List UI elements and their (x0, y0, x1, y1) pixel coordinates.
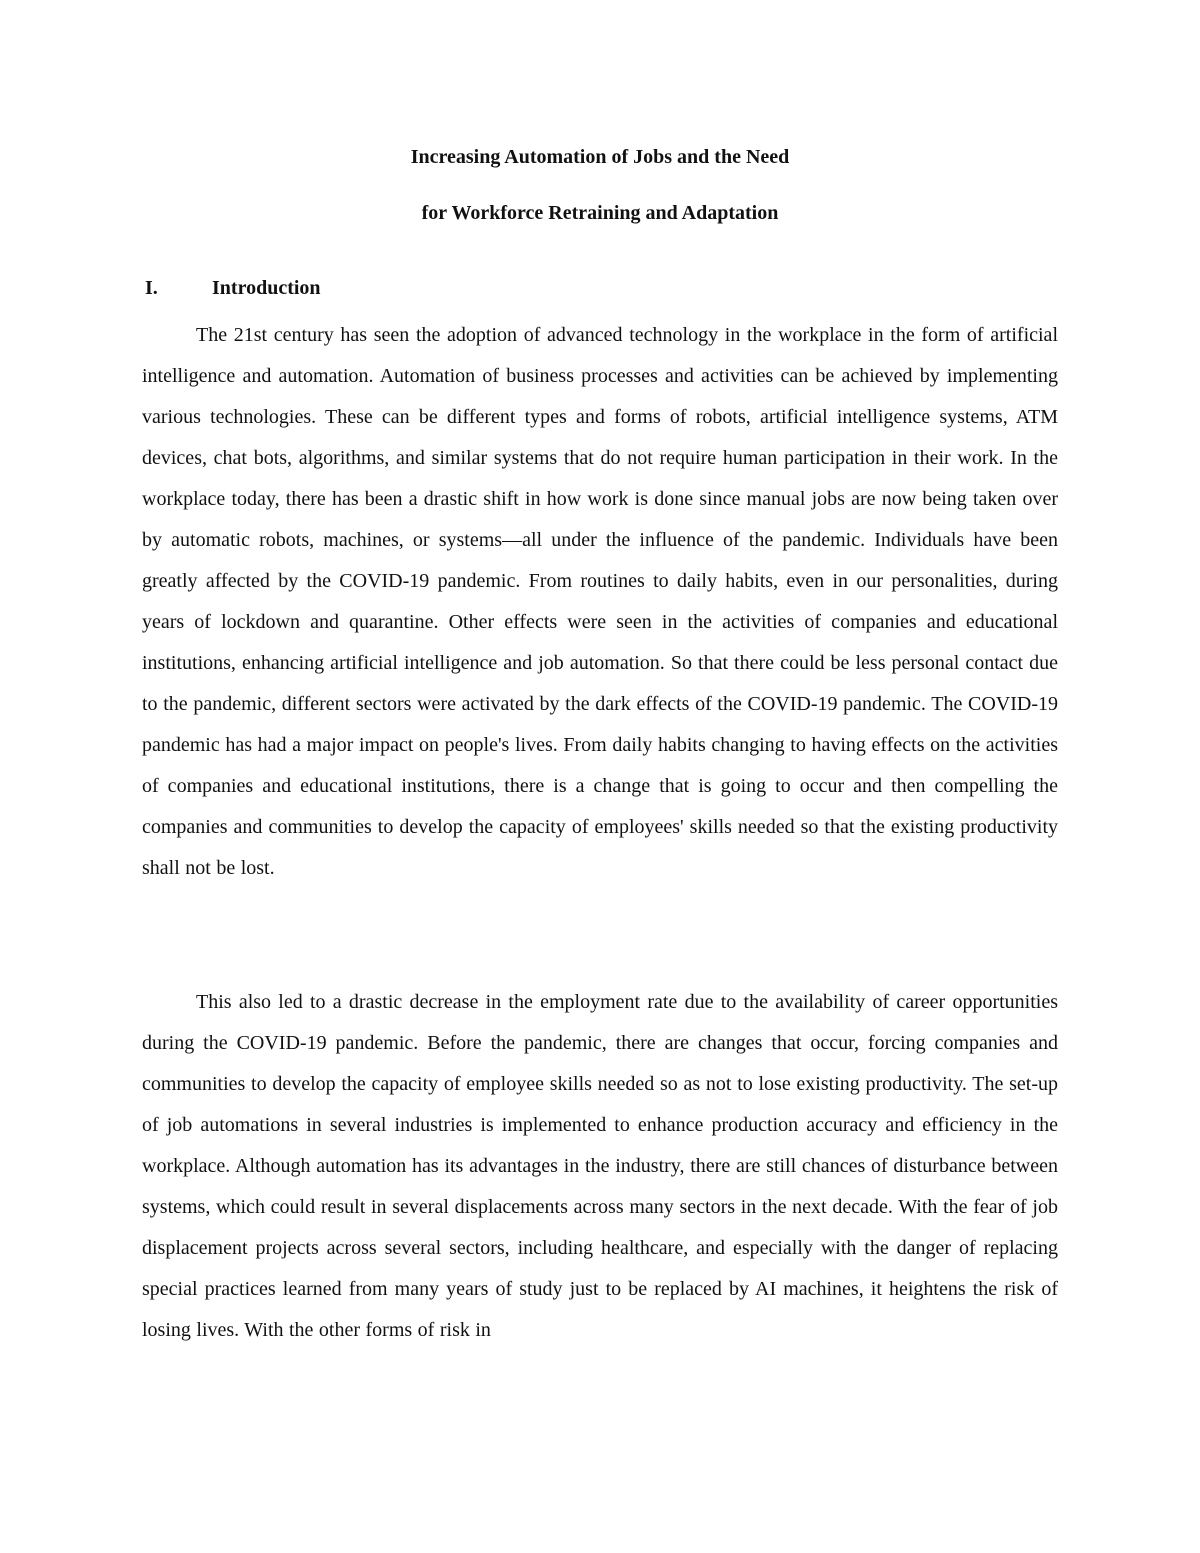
section-number: I. (145, 277, 158, 299)
title-line-1: Increasing Automation of Jobs and the Need (410, 146, 790, 168)
section-heading (145, 276, 321, 300)
paragraph-1: The 21st century has seen the adoption of advanced technology in the workplace in the form of artificial intelligence and automation. Automation of business processes and activities can be achieved by implementing various technologies. These can be different types and forms of robots, artificial intelligence systems, ATM devices, chat bots, algorithms, and similar systems that do not require human participation in their work. In the workplace today, there has been a drastic shift in how work is done since manual jobs are now being taken over by automatic robots, machines, or systems—all under the influence of the pandemic. Individuals have been greatly affected by the COVID-19 pandemic. From routines to daily habits, even in our personalities, during years of lockdown and quarantine. Other effects were seen in the activities of companies and educational institutions, enhancing artificial intelligence and job automation. So that there could be less personal contact due to the pandemic, different sectors were activated by the dark effects of the COVID-19 pandemic. The COVID-19 pandemic has had a major impact on people's lives. From daily habits changing to having effects on the activities of companies and educational institutions, there is a change that is going to occur and then compelling the companies and communities to develop the capacity of employees' skills needed so that the existing productivity shall not be lost. (142, 324, 1058, 879)
paragraph-2: This also led to a drastic decrease in the employment rate due to the availability of career opportunities during the COVID-19 pandemic. Before the pandemic, there are changes that occur, forcing companies and communities to develop the capacity of employee skills needed so as not to lose existing productivity. The set-up of job automations in several industries is implemented to enhance production accuracy and efficiency in the workplace. Although automation has its advantages in the industry, there are still chances of disturbance between systems, which could result in several displacements across many sectors in the next decade. With the fear of job displacement projects across several sectors, including healthcare, and especially with the danger of replacing special practices learned from many years of study just to be replaced by AI machines, it heightens the risk of losing lives. With the other forms of risk in (142, 991, 1058, 1341)
title-line-2: for Workforce Retraining and Adaptation (421, 202, 779, 224)
section-title: Introduction (212, 277, 321, 299)
